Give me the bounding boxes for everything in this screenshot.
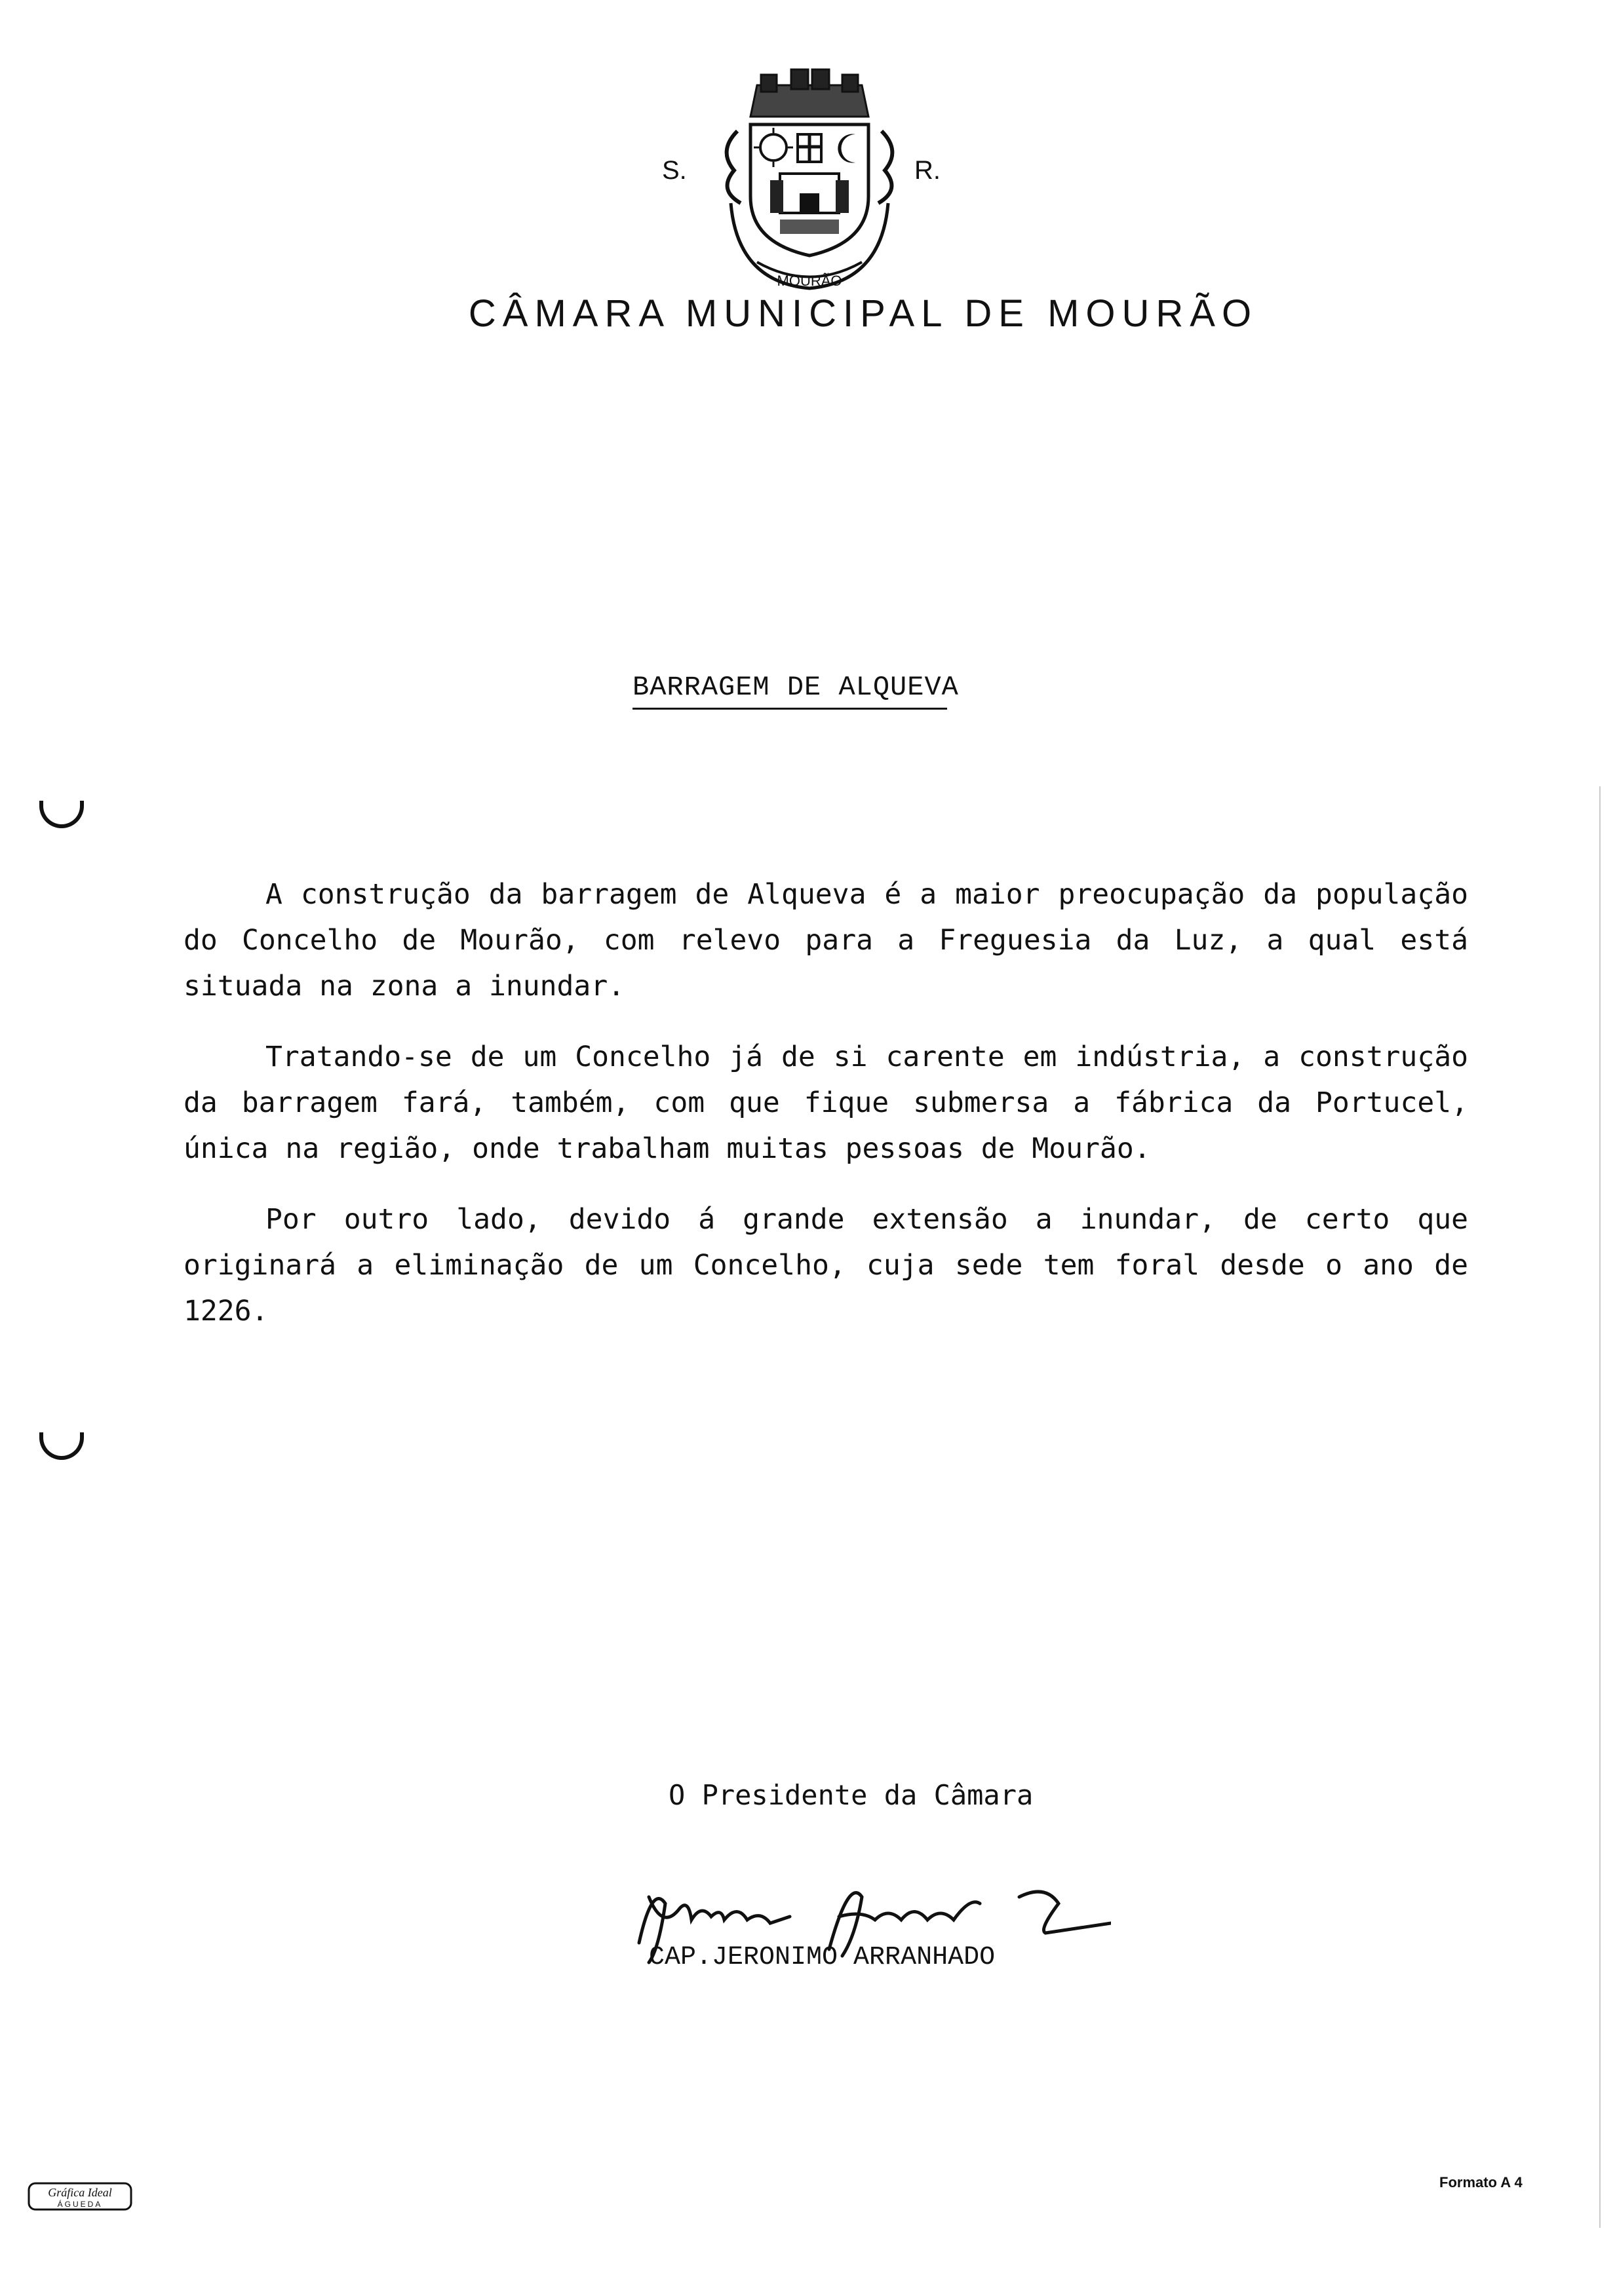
organization-title: CÂMARA MUNICIPAL DE MOURÃO: [468, 292, 1258, 335]
paragraph-1: A construção da barragem de Alqueva é a maior preocupação da população do Concelho de Mourão, com relevo para a Freguesia da Luz, a qual está situada na zona a inundar.: [184, 878, 1468, 1003]
paper-format-label: Formato A 4: [1439, 2174, 1523, 2191]
coat-of-arms-logo: [705, 66, 914, 301]
crest-initial-left: S.: [662, 156, 687, 185]
svg-text:Gráfica Ideal: Gráfica Ideal: [48, 2186, 112, 2199]
svg-text:ÁGUEDA: ÁGUEDA: [57, 2200, 103, 2209]
crest-initial-right: R.: [914, 156, 941, 185]
heading-underline: [632, 708, 947, 710]
svg-text:MOURÃO: MOURÃO: [777, 273, 842, 289]
paragraph-3: Por outro lado, devido á grande extensão a inundar, de certo que originará a eliminação de um Concelho, cuja sede tem foral desde o ano de 1226.: [184, 1203, 1468, 1328]
letter-body: [184, 871, 1468, 1359]
paragraph-2: Tratando-se de um Concelho já de si carente em indústria, a construção da barragem fará, também, com que fique submersa a fábrica da Portucel, única na região, onde trabalham muitas pessoas de Mourão.: [184, 1041, 1468, 1165]
closing-title: O Presidente da Câmara: [669, 1779, 1034, 1811]
punch-hole-mark-top: [39, 801, 84, 828]
printer-stamp-logo: [28, 2182, 132, 2211]
punch-hole-mark-bottom: [39, 1432, 84, 1460]
scan-edge-line: [1599, 786, 1601, 2228]
document-heading: BARRAGEM DE ALQUEVA: [632, 672, 959, 703]
signer-name: CAP.JERONIMO ARRANHADO: [649, 1943, 996, 1972]
